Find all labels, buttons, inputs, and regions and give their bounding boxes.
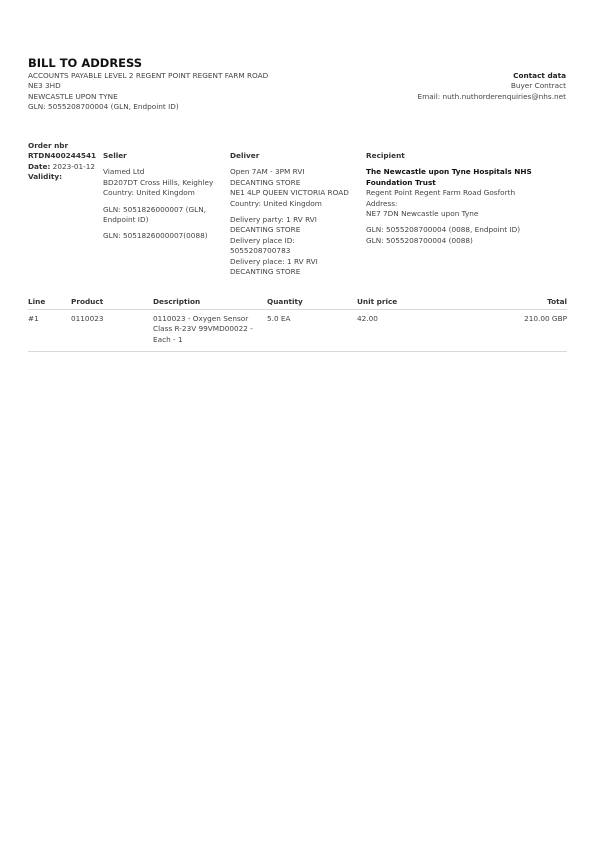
- seller-block: [103, 151, 228, 242]
- column-header-description: Description: [153, 297, 201, 306]
- cell-description: 0110023 - Oxygen Sensor Class R-23V 99VMD00022 - Each - 1: [153, 314, 253, 344]
- deliver-line: Delivery place: 1 RV RVI: [230, 256, 318, 266]
- seller-country: Country: United Kingdom: [103, 188, 195, 198]
- column-header-line: Line: [28, 297, 46, 306]
- cell-unit-price: 42.00: [357, 314, 378, 323]
- contact-email: Email: nuth.nuthorderenquiries@nhs.net: [417, 91, 566, 101]
- recipient-gln: GLN: 5055208700004 (0088): [366, 235, 473, 245]
- deliver-line: Country: United Kingdom: [230, 198, 322, 208]
- deliver-heading: Deliver: [230, 151, 260, 160]
- cell-line: #1: [28, 314, 39, 323]
- seller-heading: Seller: [103, 151, 127, 160]
- recipient-line: Address:: [366, 198, 398, 208]
- table-row: [28, 314, 567, 352]
- deliver-line: Open 7AM - 3PM RVI: [230, 167, 305, 177]
- deliver-block: [230, 151, 364, 277]
- column-header-product: Product: [71, 297, 104, 306]
- deliver-line: DECANTING STORE: [230, 225, 301, 235]
- order-number-label: Order nbr: [28, 141, 69, 150]
- recipient-line: Regent Point Regent Farm Road Gosforth: [366, 188, 516, 198]
- column-header-total: Total: [547, 297, 567, 306]
- column-header-unit-price: Unit price: [357, 297, 398, 306]
- order-date: 2023-01-12: [52, 161, 96, 171]
- recipient-block: [366, 151, 566, 246]
- seller-address: BD207DT Cross Hills, Keighley: [103, 177, 214, 187]
- deliver-line: DECANTING STORE: [230, 177, 301, 187]
- recipient-name: The Newcastle upon Tyne Hospitals NHS: [366, 167, 532, 177]
- date-label: Date:: [28, 161, 51, 171]
- seller-gln: GLN: 5051826000007 (GLN, Endpoint ID): [103, 204, 206, 225]
- recipient-line: NE7 7DN Newcastle upon Tyne: [366, 209, 479, 219]
- cell-total: 210.00 GBP: [524, 314, 567, 323]
- deliver-line: Delivery place ID:: [230, 235, 295, 245]
- contact-line: Buyer Contract: [510, 81, 566, 91]
- header-divider: [28, 309, 567, 310]
- deliver-line: NE1 4LP QUEEN VICTORIA ROAD: [230, 188, 349, 198]
- validity-label: Validity:: [28, 172, 63, 182]
- contact-data: [418, 71, 566, 102]
- deliver-line: Delivery party: 1 RV RVI: [230, 215, 317, 225]
- deliver-line: DECANTING STORE: [230, 267, 301, 277]
- order-number: RTDN400244541: [28, 151, 97, 161]
- cell-quantity: 5.0 EA: [267, 314, 291, 323]
- deliver-line: 5055208700783: [230, 246, 291, 256]
- bill-to-line: GLN: 5055208700004 (GLN, Endpoint ID): [28, 102, 179, 112]
- row-divider: [28, 351, 567, 352]
- bill-to-line: ACCOUNTS PAYABLE LEVEL 2 REGENT POINT REGENT FARM ROAD: [28, 71, 269, 80]
- order-meta: [28, 141, 108, 183]
- bill-to-line: NEWCASTLE UPON TYNE: [28, 91, 118, 101]
- recipient-heading: Recipient: [366, 151, 405, 160]
- seller-gln: GLN: 5051826000007(0088): [103, 231, 208, 241]
- bill-to-line: NE3 3HD: [28, 81, 61, 91]
- bill-to-title: BILL TO ADDRESS: [28, 56, 143, 70]
- column-header-quantity: Quantity: [267, 297, 303, 306]
- cell-product: 0110023: [71, 314, 104, 323]
- recipient-name: Foundation Trust: [366, 177, 436, 187]
- contact-title: Contact data: [513, 71, 566, 80]
- bill-to-address: [28, 71, 268, 113]
- recipient-gln: GLN: 5055208700004 (0088, Endpoint ID): [366, 225, 521, 235]
- seller-name: Viamed Ltd: [103, 167, 145, 177]
